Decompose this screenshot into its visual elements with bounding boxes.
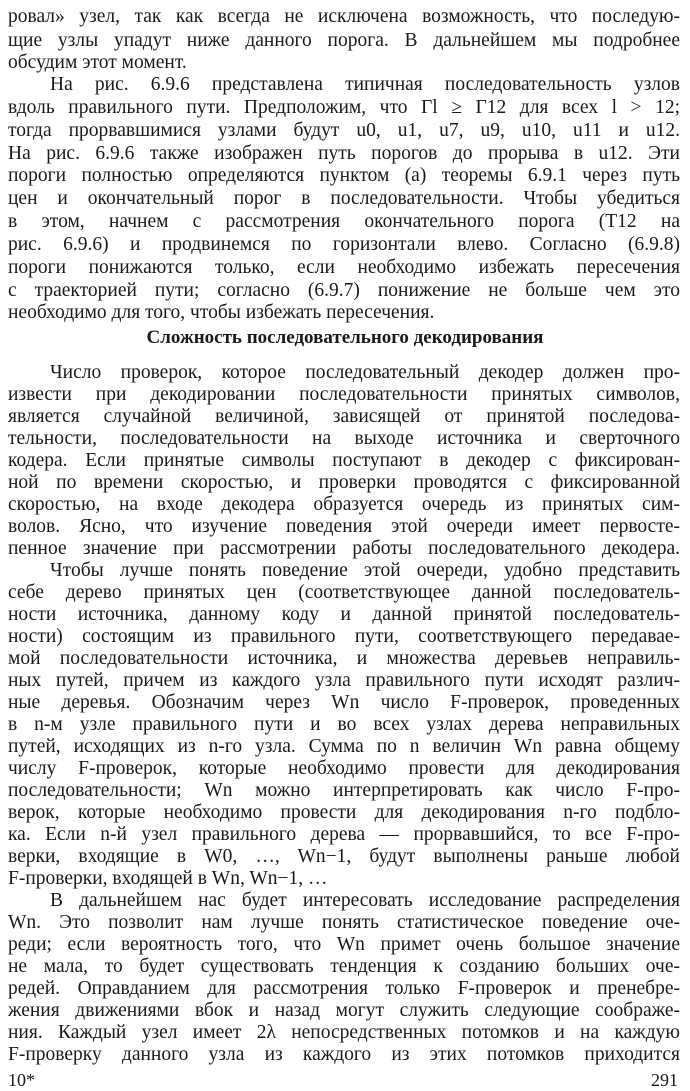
text-line: является случайной величиной, зависящей от принятой последова- bbox=[8, 406, 680, 427]
text-line: жения движениями вбок и назад могут служить следующие соображе- bbox=[8, 1000, 680, 1021]
text-line: ка. Если n-й узел правильного дерева — прорвавшийся, то все F-про- bbox=[8, 824, 680, 845]
text-line: с траекторией пути; согласно (6.9.7) понижение не больше чем это bbox=[8, 280, 680, 301]
text-line: в n-м узле правильного пути и во всех узлах дерева неправильных bbox=[8, 714, 680, 735]
text-line: числу F-проверок, которые необходимо провести для декодирования bbox=[8, 758, 680, 779]
text-line: пенное значение при рассмотрении работы последовательного декодера. bbox=[8, 538, 680, 559]
text-line: скоростью, на входе декодера образуется очередь из принятых сим- bbox=[8, 494, 680, 515]
text-line: обсудим этот момент. bbox=[8, 52, 187, 73]
text-line: реди; если вероятность того, что Wn примет очень большое значение bbox=[8, 934, 680, 955]
text-line: извести при декодировании последовательности принятых символов, bbox=[8, 384, 680, 405]
text-line: ности источника, данному коду и данной принятой последователь- bbox=[8, 604, 680, 625]
text-line: верки, входящие в W0, …, Wn−1, будут выполнены раньше любой bbox=[8, 846, 680, 867]
text-line: щие узлы упадут ниже данного порога. В дальнейшем мы подробнее bbox=[8, 30, 680, 51]
text-line: ности) состоящим из правильного пути, соответствующего передавае- bbox=[8, 626, 680, 647]
text-line: пороги понижаются только, если необходимо избежать пересечения bbox=[8, 257, 680, 278]
signature-mark: 10* bbox=[8, 1070, 35, 1090]
text-line: ния. Каждый узел имеет 2λ непосредственных потомков и на каждую bbox=[8, 1022, 680, 1043]
text-line: Число проверок, которое последовательный декодер должен про- bbox=[50, 362, 680, 383]
text-line: волов. Ясно, что изучение поведения этой очереди имеет первосте- bbox=[8, 516, 680, 537]
text-line: ные деревья. Обозначим через Wn число F-проверок, проведенных bbox=[8, 692, 680, 713]
text-line: кодера. Если принятые символы поступают в декодер с фиксирован- bbox=[8, 450, 680, 471]
text-line: ных путей, причем из каждого узла правильного пути исходят различ- bbox=[8, 670, 680, 691]
page-number: 291 bbox=[651, 1070, 678, 1090]
text-line: Wn. Это позволит нам лучше понять статистическое поведение оче- bbox=[8, 912, 680, 933]
section-title: Сложность последовательного декодирования bbox=[146, 327, 544, 348]
text-line: ровал» узел, так как всегда не исключена возможность, что последую- bbox=[8, 6, 680, 27]
text-line: цен и окончательный порог в последовательности. Чтобы убедиться bbox=[8, 188, 680, 209]
text-line: редей. Оправданием для рассмотрения только F-проверок и пренебре- bbox=[8, 978, 680, 999]
text-line: тогда прорвавшимися узлами будут u0, u1, u7, u9, u10, u11 и u12. bbox=[8, 120, 680, 141]
text-line: В дальнейшем нас будет интересовать исследование распределения bbox=[50, 890, 680, 911]
text-line: последовательности; Wn можно интерпретировать как число F-про- bbox=[8, 780, 680, 801]
text-line: себе дерево принятых цен (соответствующее данной последователь- bbox=[8, 582, 680, 603]
text-line: рис. 6.9.6) и продвинемся по горизонтали влево. Согласно (6.9.8) bbox=[8, 234, 680, 255]
text-line: На рис. 6.9.6 представлена типичная последовательность узлов bbox=[50, 74, 680, 95]
text-line: F-проверку данного узла из каждого из этих потомков приходится bbox=[8, 1044, 680, 1065]
text-line: тельности, последовательности на выходе источника и сверточного bbox=[8, 428, 680, 449]
text-line: вдоль правильного пути. Предположим, что Γl ≥ Γ12 для всех l > 12; bbox=[8, 97, 680, 118]
text-line: На рис. 6.9.6 также изображен путь порогов до прорыва в u12. Эти bbox=[8, 143, 680, 164]
text-line: не мала, то будет существовать тенденция к созданию больших оче- bbox=[8, 956, 680, 977]
text-line: Чтобы лучше понять поведение этой очереди, удобно представить bbox=[50, 560, 680, 581]
text-line: путей, исходящих из n-го узла. Сумма по n величин Wn равна общему bbox=[8, 736, 680, 757]
text-line: в этом, начнем с рассмотрения окончательного порога (T12 на bbox=[8, 211, 680, 232]
text-line: F-проверки, входящей в Wn, Wn−1, … bbox=[8, 868, 328, 889]
text-line: необходимо для того, чтобы избежать пересечения. bbox=[8, 302, 435, 323]
text-line: пороги полностью определяются пунктом (а) теоремы 6.9.1 через путь bbox=[8, 165, 680, 186]
text-line: мой последовательности источника, и множества деревьев неправиль- bbox=[8, 648, 680, 669]
text-line: верок, которые необходимо провести для декодирования n-го подбло- bbox=[8, 802, 680, 823]
text-line: ной по времени скоростью, и проверки проводятся с фиксированной bbox=[8, 472, 680, 493]
